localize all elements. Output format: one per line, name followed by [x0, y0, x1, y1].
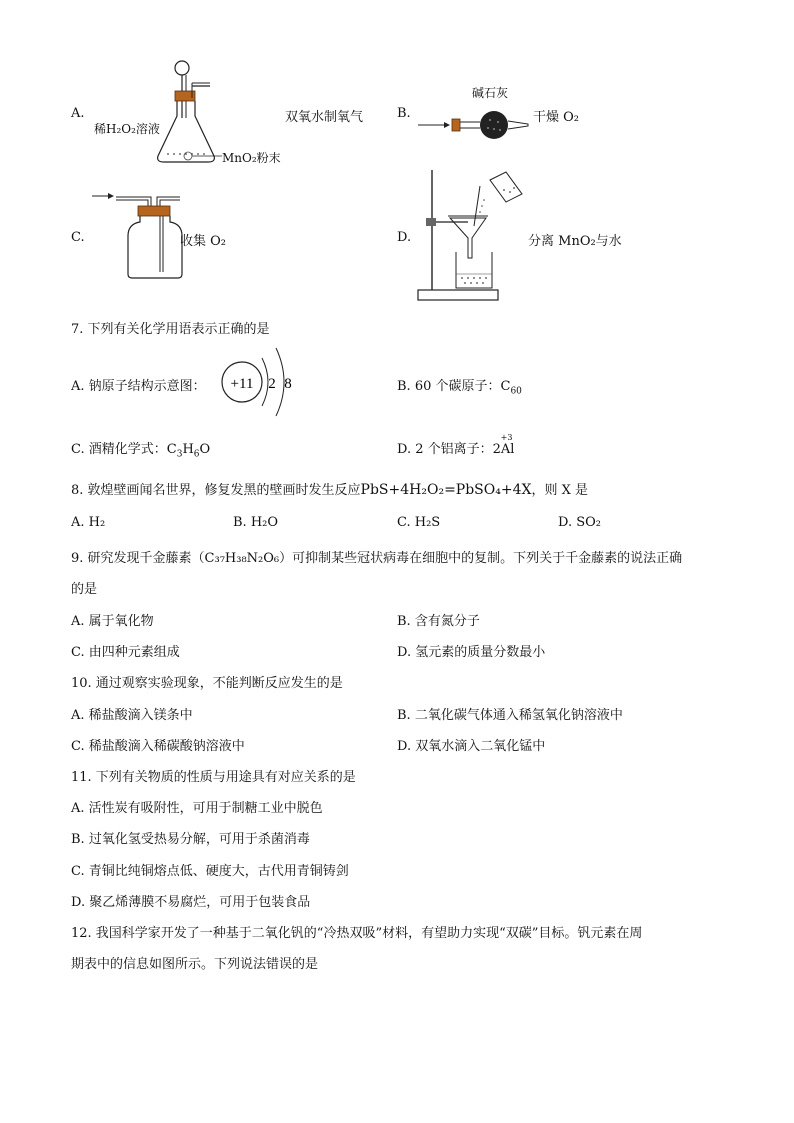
q6-option-c-letter: C.	[71, 230, 85, 245]
q6-option-d-caption: 分离 MnO₂与水	[528, 234, 622, 249]
q7-stem: 7. 下列有关化学用语表示正确的是	[71, 322, 270, 337]
gas-bottle-figure	[88, 188, 188, 283]
q11-option-c: C. 青铜比纯铜熔点低、硬度大，古代用青铜铸剑	[71, 864, 349, 879]
q6-option-d-letter: D.	[397, 230, 412, 245]
q6-option-c-caption: 收集 O₂	[180, 234, 227, 249]
q11-option-b: B. 过氧化氢受热易分解，可用于杀菌消毒	[71, 832, 310, 847]
q8-option-a: A. H₂	[71, 515, 106, 530]
q7-option-c: C. 酒精化学式：$C_3H_6O$	[71, 442, 211, 460]
atom-structure-diagram	[218, 344, 304, 422]
q12-stem-line2: 期表中的信息如图所示。下列说法错误的是	[71, 957, 319, 972]
q6-option-a-caption: 双氧水制氧气	[285, 110, 364, 125]
q9-option-a: A. 属于氧化物	[71, 614, 154, 629]
q10-option-b: B. 二氧化碳气体通入稀氢氧化钠溶液中	[397, 708, 623, 723]
soda-lime-label: 碱石灰	[472, 86, 509, 100]
q11-option-a: A. 活性炭有吸附性，可用于制糖工业中脱色	[71, 801, 323, 816]
q7-option-a: A. 钠原子结构示意图：	[71, 379, 206, 394]
q9-stem-line2: 的是	[71, 582, 98, 597]
q6-option-b-caption: 干燥 O₂	[533, 110, 580, 125]
q9-option-b: B. 含有氮分子	[397, 614, 480, 629]
q11-option-d: D. 聚乙烯薄膜不易腐烂，可用于包装食品	[71, 895, 311, 910]
q10-option-a: A. 稀盐酸滴入镁条中	[71, 708, 193, 723]
q12-stem-line1: 12. 我国科学家开发了一种基于二氧化钒的“冷热双吸”材料，有望助力实现“双碳”目标。钒元素在周	[71, 926, 643, 941]
q7-option-d: D. 2 个铝离子： +3 2Al	[397, 433, 515, 457]
q7-option-b: B. 60 个碳原子：$C_{60}$	[397, 379, 522, 397]
reaction-equation: PbS+4H₂O₂=PbSO₄+4X	[360, 482, 532, 498]
q8-option-d: D. SO₂	[558, 515, 601, 530]
q9-option-c: C. 由四种元素组成	[71, 645, 180, 660]
drying-tube-figure	[410, 100, 540, 150]
q10-stem: 10. 通过观察实验现象，不能判断反应发生的是	[71, 676, 343, 691]
q10-option-d: D. 双氧水滴入二氧化锰中	[397, 739, 546, 754]
ion-charge: +3	[500, 433, 513, 442]
q9-stem-line1: 9. 研究发现千金藤素（C₃₇H₃₈N₂O₆）可抑制某些冠状病毒在细胞中的复制。下列关于千金藤素的说法正确	[71, 551, 683, 566]
reagent-label: 稀H₂O₂溶液	[94, 122, 160, 136]
q8-option-c: C. H₂S	[397, 515, 441, 530]
q11-stem: 11. 下列有关物质的性质与用途具有对应关系的是	[71, 770, 356, 785]
filtration-figure	[410, 166, 530, 306]
nucleus-charge: +11	[230, 376, 254, 392]
q8-stem: 8. 敦煌壁画闻名世界，修复发黑的壁画时发生反应PbS+4H₂O₂=PbSO₄+4X，则 X 是	[71, 482, 588, 498]
shell-1-count: 2	[268, 376, 276, 392]
q10-option-c: C. 稀盐酸滴入稀碳酸钠溶液中	[71, 739, 245, 754]
shell-2-count: 8	[284, 376, 292, 392]
q8-option-b: B. H₂O	[233, 515, 279, 530]
q9-option-d: D. 氢元素的质量分数最小	[397, 645, 546, 660]
q6-option-b-letter: B.	[397, 106, 411, 121]
solid-label: MnO₂粉末	[222, 151, 281, 165]
q6-option-a-letter: A.	[71, 106, 85, 121]
